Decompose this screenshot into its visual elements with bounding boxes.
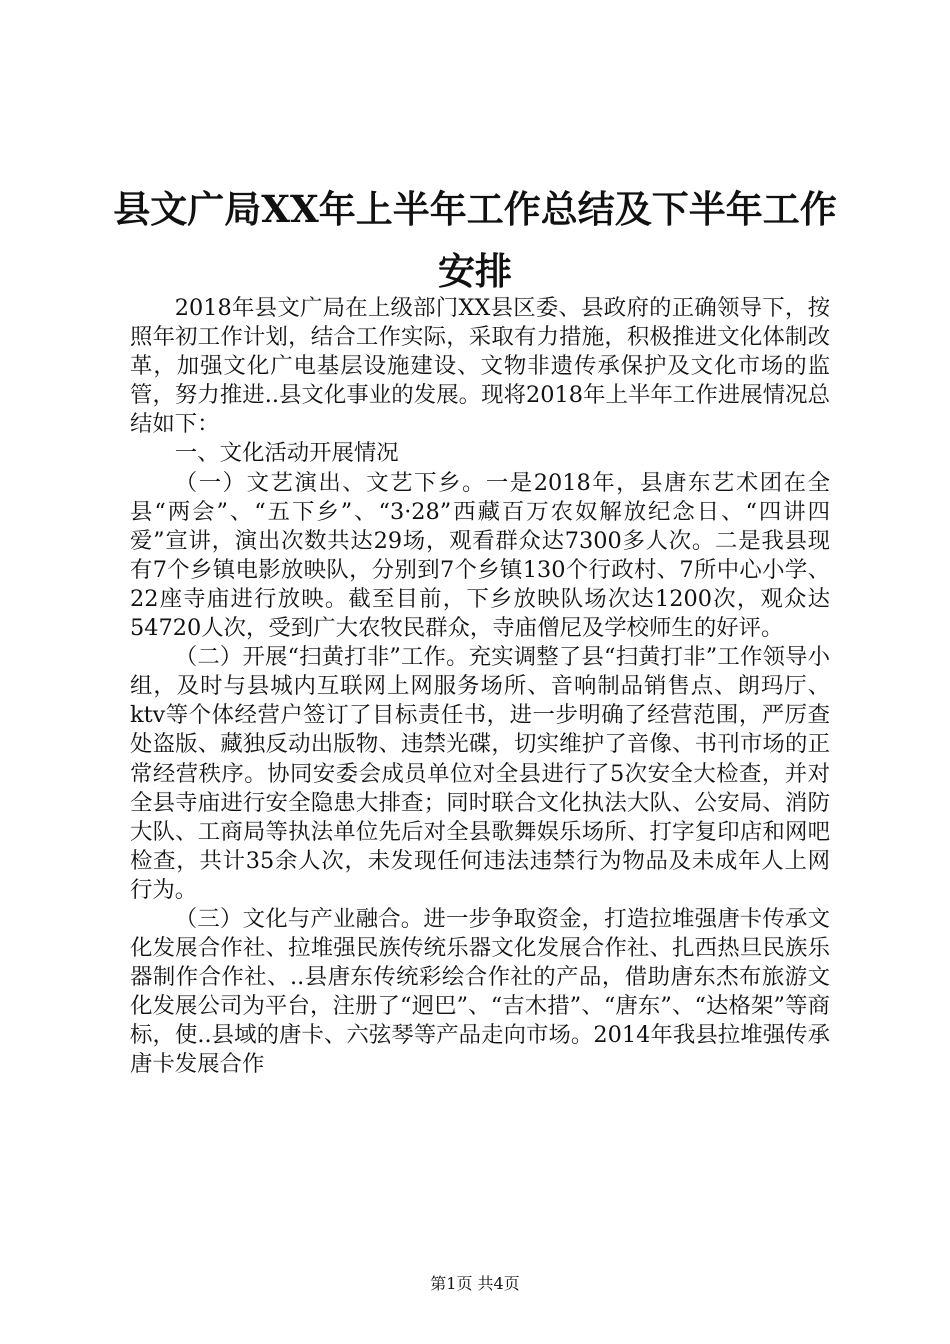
page-footer: 第1页 共4页 [430, 1274, 520, 1293]
section-heading: 一、文化活动开展情况 [174, 440, 399, 467]
paragraph-culture-industry: （三）文化与产业融合。进一步争取资金，打造拉堆强唐卡传承文化发展合作社、拉堆强民族传统乐器文化发展合作社、扎西热旦民族乐器制作合作社、..县唐东传统彩绘合作社的产品，借助唐东杰布旅游文化发展公司为平台，注册了“迥巴”、“吉木措”、“唐东”、“达格架”等商标，使..县域的唐卡、六弦琴等产品走向市场。2014年我县拉堆强传承唐卡发展合作 [130, 905, 830, 1078]
paragraph-anti-piracy: （二）开展“扫黄打非”工作。充实调整了县“扫黄打非”工作领导小组，及时与县城内互联网上网服务场所、音响制品销售点、朗玛厅、ktv等个体经营户签订了目标责任书，进一步明确了经营范围，严厉查处盗版、藏独反动出版物、违禁光碟，切实维护了音像、书刊市场的正常经营秩序。协同安委会成员单位对全县进行了5次安全大检查，并对全县寺庙进行安全隐患大排查；同时联合文化执法大队、公安局、消防大队、工商局等执法单位先后对全县歌舞娱乐场所、打字复印店和网吧检查，共计35余人次，未发现任何违法违禁行为物品及未成年人上网行为。 [130, 644, 830, 903]
document-title: 县文广局XX年上半年工作总结及下半年工作安排 [113, 187, 837, 293]
paragraph-performances: （一）文艺演出、文艺下乡。一是2018年，县唐东艺术团在全县“两会”、“五下乡”、“3·28”西藏百万农奴解放纪念日、“四讲四爱”宣讲，演出次数共达29场，观看群众达7300多人次。二是我县现有7个乡镇电影放映队，分别到7个乡镇130个行政村、7所中心小学、22座寺庙进行放映。截至目前，下乡放映队场次达1200次，观众达54720人次，受到广大农牧民群众，寺庙僧尼及学校师生的好评。 [130, 469, 830, 642]
intro-paragraph: 2018年县文广局在上级部门XX县区委、县政府的正确领导下，按照年初工作计划，结合工作实际，采取有力措施，积极推进文化体制改革，加强文化广电基层设施建设、文物非遗传承保护及文化市场的监管，努力推进..县文化事业的发展。现将2018年上半年工作进展情况总结如下： [130, 295, 830, 438]
document-body [130, 294, 830, 1080]
